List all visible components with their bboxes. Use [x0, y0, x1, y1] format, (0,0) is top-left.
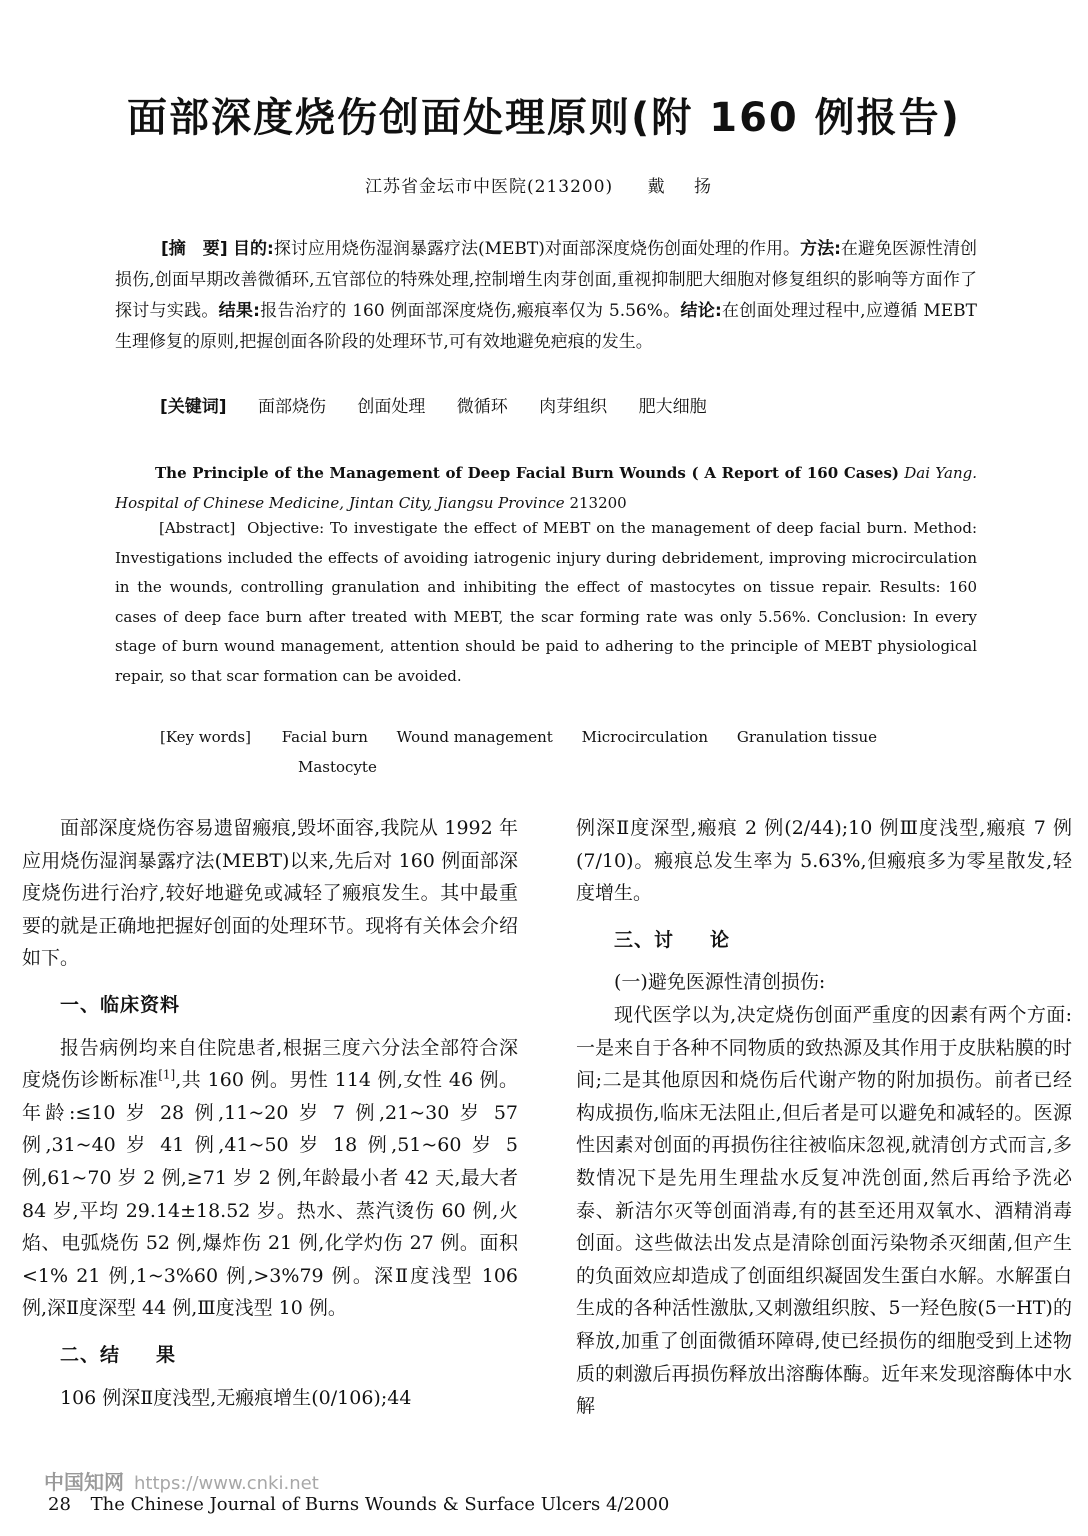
keyword: 创面处理	[357, 397, 426, 417]
results-text: 报告治疗的 160 例面部深度烧伤,瘢痕率仅为 5.56%。	[259, 301, 681, 321]
cnki-url: https://www.cnki.net	[134, 1473, 319, 1494]
body-right-column	[576, 812, 1072, 1423]
paper-title: 面部深度烧伤创面处理原则(附 160 例报告)	[127, 95, 961, 141]
discussion-heading-b: 论	[710, 928, 731, 951]
conclusion-text: 在创面处理过程中,应遵循 MEBT 生理修复的原则,把握创面各阶段的处理环节,可有效地避免疤痕的发生。	[115, 301, 977, 352]
english-abstract-text: Objective: To investigate the effect of MEBT on the management of deep facial burn. Method: Investigations included the effects of avoiding iatrogenic injury during debridement, improving microcirculation in the wounds, controlling granulation and inhibiting the effect of mastocytes on tissue repair. Results: 160 cases of deep face burn after treated with MEBT, the scar forming rate was only 5.56%. Conclusion: In every stage of burn wound management, attention should be paid to adhering to the principle of MEBT physiological repair, so that scar formation can be avoided.	[115, 519, 977, 685]
journal-name: The Chinese Journal of Burns Wounds & Surface Ulcers 4/2000	[90, 1494, 670, 1515]
english-abstract-label: [Abstract]	[159, 519, 236, 537]
objective-text: 探讨应用烧伤湿润暴露疗法(MEBT)对面部深度烧伤创面处理的作用。	[273, 239, 801, 259]
method-text: 在避免医源性清创损伤,创面早期改善微循环,五官部位的特殊处理,控制增生肉芽创面,重视抑制肥大细胞对修复组织的影响等方面作了探讨与实践。	[115, 239, 977, 321]
results-heading-b: 果	[156, 1343, 177, 1366]
keyword: 肉芽组织	[539, 397, 608, 417]
english-keyword: Wound management	[396, 728, 553, 746]
section-heading-clinical-data: 一、临床资料	[60, 993, 181, 1016]
results-heading-a: 二、结	[60, 1343, 121, 1366]
clinical-data-paragraph	[22, 1032, 518, 1325]
keywords-label: [关键词]	[160, 397, 227, 417]
discussion-paragraph: 现代医学以为,决定烧伤创面严重度的因素有两个方面:一是来自于各种不同物质的致热源及其作用于皮肤粘膜的时间;二是其他原因和烧伤后代谢产物的附加损伤。前者已经构成损伤,临床无法阻止,但后者是可以避免和减轻的。医源性因素对创面的再损伤往往被临床忽视,就清创方式而言,多数情况下是先用生理盐水反复冲洗创面,然后再给予洗必泰、新洁尔灭等创面消毒,有的甚至还用双氧水、酒精消毒创面。这些做法出发点是清除创面污染物杀灭细菌,但产生的负面效应却造成了创面组织凝固发生蛋白水解。水解蛋白生成的各种活性激肽,又刺激组织胺、5一羟色胺(5一HT)的释放,加重了创面微循环障碍,使已经损伤的细胞受到上述物质的刺激后再损伤释放出溶酶体酶。近年来发现溶酶体中水解	[576, 1003, 1072, 1418]
results-continued-paragraph: 例深Ⅱ度深型,瘢痕 2 例(2/44);10 例Ⅲ度浅型,瘢痕 7 例(7/10)。瘢痕总发生率为 5.63%,但瘢痕多为零星散发,轻度增生。	[576, 817, 1072, 905]
english-keyword: Mastocyte	[298, 758, 377, 776]
english-keywords	[160, 722, 977, 782]
abstract-label: [摘 要]	[161, 239, 228, 259]
body-left-column	[22, 812, 518, 1414]
english-keyword: Facial burn	[281, 728, 368, 746]
conclusion-label: 结论:	[680, 301, 722, 321]
chinese-abstract	[115, 234, 977, 358]
discussion-heading-a: 三、讨	[614, 928, 675, 951]
method-label: 方法:	[800, 239, 841, 259]
cnki-logo: 中国知网	[44, 1470, 124, 1494]
intro-paragraph: 面部深度烧伤容易遗留瘢痕,毁坏面容,我院从 1992 年应用烧伤湿润暴露疗法(MEBT)以来,先后对 160 例面部深度烧伤进行治疗,较好地避免或减轻了瘢痕发生。其中最重要的就是正确地把握好创面的处理环节。现将有关体会介绍如下。	[22, 817, 518, 970]
page-number: 28	[48, 1494, 71, 1515]
page-footer	[48, 1494, 748, 1515]
english-author: Dai Yang. Hospital of Chinese Medicine, Jintan City, Jiangsu Province	[115, 464, 977, 512]
english-keyword: Granulation tissue	[736, 728, 878, 746]
author-name: 戴 扬	[647, 177, 723, 197]
author-line	[0, 172, 1088, 197]
reference-mark: [1]	[158, 1067, 176, 1082]
keyword: 面部烧伤	[257, 397, 326, 417]
english-postcode: 213200	[569, 494, 627, 512]
cnki-watermark	[44, 1466, 319, 1495]
subsection-heading: (一)避免医源性清创损伤:	[614, 971, 826, 994]
results-paragraph: 106 例深Ⅱ度浅型,无瘢痕增生(0/106);44	[60, 1386, 412, 1409]
english-title-block	[115, 458, 977, 518]
objective-label: 目的:	[233, 239, 274, 259]
english-keyword: Microcirculation	[581, 728, 709, 746]
english-title: The Principle of the Management of Deep Facial Burn Wounds ( A Report of 160 Cases)	[155, 464, 900, 482]
keyword: 微循环	[456, 397, 508, 417]
chinese-keywords	[160, 392, 977, 423]
english-keywords-label: [Key words]	[160, 728, 251, 746]
results-label: 结果:	[218, 301, 260, 321]
author-affiliation: 江苏省金坛市中医院(213200)	[365, 177, 614, 197]
clinical-text-b: ,共 160 例。男性 114 例,女性 46 例。年龄:≤10 岁 28 例,11~20 岁 7 例,21~30 岁 57 例,31~40 岁 41 例,41~50 岁 18 例,51~60 岁 5 例,61~70 岁 2 例,≥71 岁 2 例,年龄最小者 42 天,最大者 84 岁,平均 29.14±18.52 岁。热水、蒸汽烫伤 60 例,火焰、电弧烧伤 52 例,爆炸伤 21 例,化学灼伤 27 例。面积<1% 21 例,1~3%60 例,>3%79 例。深Ⅱ度浅型 106 例,深Ⅱ度深型 44 例,Ⅲ度浅型 10 例。	[22, 1069, 518, 1320]
section-heading-discussion	[576, 924, 1072, 957]
keyword: 肥大细胞	[638, 397, 707, 417]
clinical-text-a: 报告病例均来自住院患者,根据三度六分法全部符合深度烧伤诊断标准	[22, 1036, 518, 1092]
english-abstract	[115, 514, 977, 691]
section-heading-results	[22, 1339, 518, 1372]
